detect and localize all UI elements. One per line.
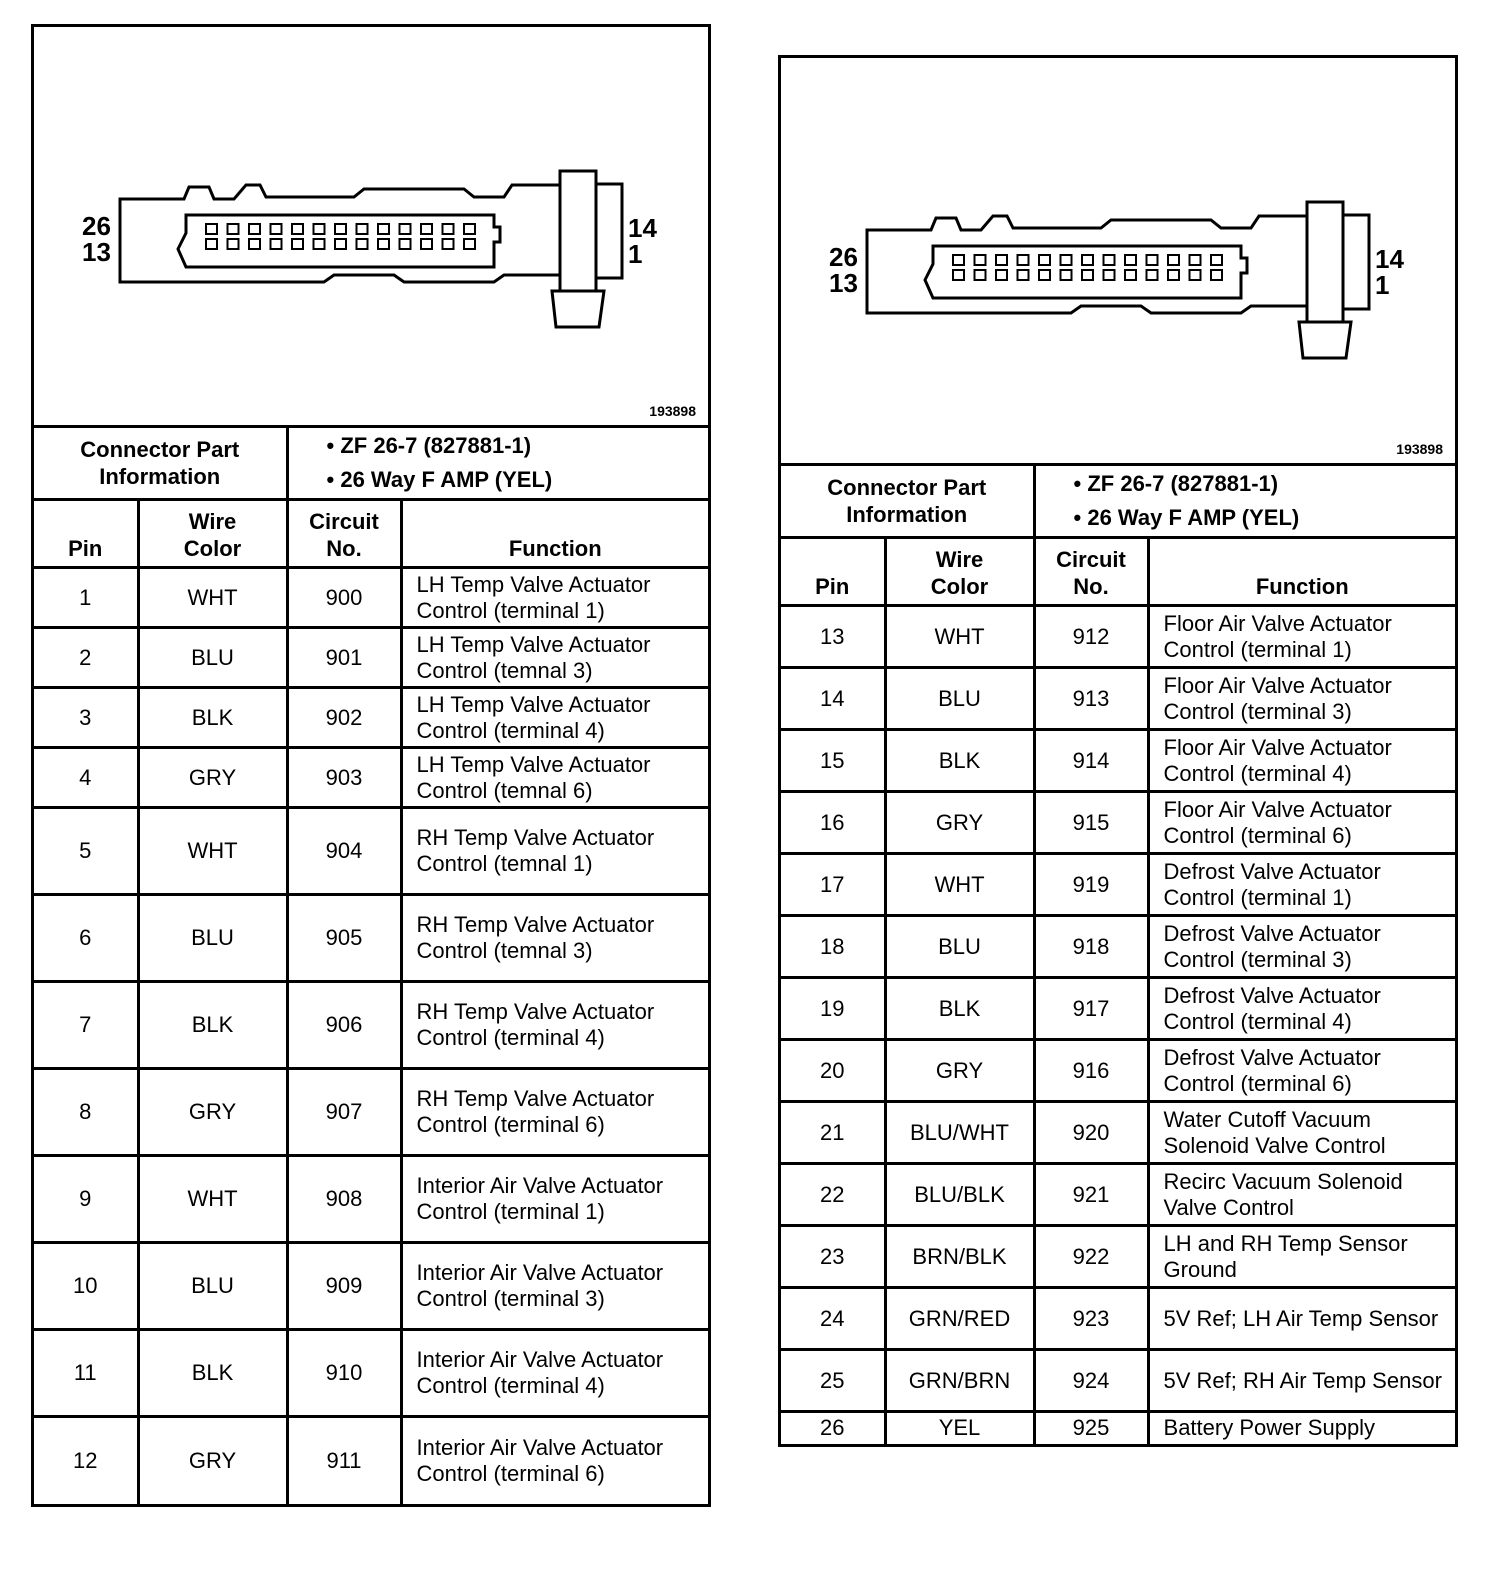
table-row (34, 808, 708, 895)
pin-cell: 26 (781, 1412, 885, 1444)
circuit-cell: 913 (1034, 668, 1148, 730)
function-cell: RH Temp Valve Actuator Control (temnal 3) (401, 895, 708, 982)
pin-cavity (1039, 270, 1050, 280)
pin-cavity (292, 224, 303, 234)
pin-cell: 8 (34, 1069, 138, 1156)
table-row (781, 606, 1455, 668)
circuit-cell: 921 (1034, 1164, 1148, 1226)
function-cell: LH Temp Valve Actuator Control (terminal 1) (401, 568, 708, 628)
pin-cavity (1104, 270, 1115, 280)
table-row (781, 668, 1455, 730)
table-row (34, 982, 708, 1069)
table-row (34, 628, 708, 688)
pin-cell: 10 (34, 1243, 138, 1330)
pin-cavity (249, 224, 260, 234)
circuit-cell: 906 (287, 982, 401, 1069)
pin-cell: 24 (781, 1288, 885, 1350)
circuit-cell: 903 (287, 748, 401, 808)
pin-cavity (996, 255, 1007, 265)
pin-cavity (206, 239, 217, 249)
pin-cell: 13 (781, 606, 885, 668)
pin-cavity (378, 224, 389, 234)
pin-cell: 17 (781, 854, 885, 916)
pin-cell: 12 (34, 1417, 138, 1504)
function-cell: LH Temp Valve Actuator Control (terminal 4) (401, 688, 708, 748)
pin-cell: 4 (34, 748, 138, 808)
connector-diagram (34, 27, 708, 428)
table-row (781, 730, 1455, 792)
wire-color-cell: BRN/BLK (885, 1226, 1034, 1288)
circuit-cell: 925 (1034, 1412, 1148, 1444)
table-row (781, 854, 1455, 916)
connector-panel-left (31, 24, 711, 1507)
pin-cavity (464, 224, 475, 234)
circuit-cell: 912 (1034, 606, 1148, 668)
label-26: 26 (829, 242, 858, 272)
connector-drawing (781, 58, 1455, 463)
function-cell: RH Temp Valve Actuator Control (terminal 6) (401, 1069, 708, 1156)
pin-cell: 15 (781, 730, 885, 792)
label-1: 1 (628, 239, 643, 269)
function-cell: RH Temp Valve Actuator Control (temnal 1) (401, 808, 708, 895)
pin-cavity (975, 255, 986, 265)
pin-cavity (335, 239, 346, 249)
wire-color-cell: BLU (138, 1243, 287, 1330)
pin-cavity (1211, 270, 1222, 280)
function-cell: Floor Air Valve Actuator Control (terminal 6) (1148, 792, 1455, 854)
wire-color-cell: GRY (138, 1069, 287, 1156)
wire-color-cell: BLU (885, 916, 1034, 978)
pin-cavity (1211, 255, 1222, 265)
table-row (781, 1102, 1455, 1164)
function-cell: Defrost Valve Actuator Control (terminal 4) (1148, 978, 1455, 1040)
pin-cell: 14 (781, 668, 885, 730)
wire-color-cell: GRY (138, 1417, 287, 1504)
wire-color-cell: GRN/BRN (885, 1350, 1034, 1412)
circuit-cell: 924 (1034, 1350, 1148, 1412)
table-row (34, 895, 708, 982)
label-13: 13 (82, 237, 111, 267)
pin-cavity (357, 224, 368, 234)
wire-color-cell: GRY (885, 1040, 1034, 1102)
function-cell: 5V Ref; RH Air Temp Sensor (1148, 1350, 1455, 1412)
wire-color-cell: BLU (138, 895, 287, 982)
pin-cavity (400, 224, 411, 234)
wire-color-cell: BLU (138, 628, 287, 688)
header-circuit: Circuit No. (287, 500, 401, 568)
figure-number: 193898 (649, 403, 696, 419)
table-row (781, 1288, 1455, 1350)
wire-color-cell: BLU/WHT (885, 1102, 1034, 1164)
wire-color-cell: BLK (138, 982, 287, 1069)
pin-cell: 7 (34, 982, 138, 1069)
circuit-cell: 923 (1034, 1288, 1148, 1350)
header-function: Function (401, 500, 708, 568)
pin-cavity (975, 270, 986, 280)
function-cell: Defrost Valve Actuator Control (terminal 3) (1148, 916, 1455, 978)
pin-cavity (357, 239, 368, 249)
circuit-cell: 908 (287, 1156, 401, 1243)
header-pin: Pin (34, 500, 138, 568)
table-row (34, 1330, 708, 1417)
pin-cavity (1168, 255, 1179, 265)
wire-color-cell: WHT (138, 1156, 287, 1243)
function-cell: LH Temp Valve Actuator Control (temnal 6) (401, 748, 708, 808)
circuit-cell: 922 (1034, 1226, 1148, 1288)
pin-cavity (335, 224, 346, 234)
table-row (781, 1412, 1455, 1444)
pin-cell: 2 (34, 628, 138, 688)
pin-cell: 3 (34, 688, 138, 748)
pin-cell: 21 (781, 1102, 885, 1164)
pin-cavity (228, 224, 239, 234)
pin-cavity (1061, 270, 1072, 280)
function-cell: 5V Ref; LH Air Temp Sensor (1148, 1288, 1455, 1350)
pin-cavity (953, 270, 964, 280)
pin-cell: 20 (781, 1040, 885, 1102)
pin-cavity (1104, 255, 1115, 265)
circuit-cell: 904 (287, 808, 401, 895)
wire-color-cell: GRY (138, 748, 287, 808)
pin-cavity (1018, 255, 1029, 265)
wire-color-cell: WHT (138, 568, 287, 628)
header-wire-color: Wire Color (138, 500, 287, 568)
wire-color-cell: BLU/BLK (885, 1164, 1034, 1226)
function-cell: Interior Air Valve Actuator Control (terminal 4) (401, 1330, 708, 1417)
header-row (781, 538, 1455, 606)
pin-cavity (996, 270, 1007, 280)
circuit-cell: 915 (1034, 792, 1148, 854)
circuit-cell: 920 (1034, 1102, 1148, 1164)
pin-cavity (271, 224, 282, 234)
table-row (781, 916, 1455, 978)
pin-cavity (1147, 255, 1158, 265)
circuit-cell: 919 (1034, 854, 1148, 916)
function-cell: Defrost Valve Actuator Control (terminal 1) (1148, 854, 1455, 916)
circuit-cell: 910 (287, 1330, 401, 1417)
pin-cavity (464, 239, 475, 249)
pin-cavity (1147, 270, 1158, 280)
wire-color-cell: WHT (138, 808, 287, 895)
wire-color-cell: WHT (885, 606, 1034, 668)
function-cell: Floor Air Valve Actuator Control (terminal 4) (1148, 730, 1455, 792)
wire-color-cell: BLU (885, 668, 1034, 730)
wire-color-cell: BLK (138, 1330, 287, 1417)
header-pin: Pin (781, 538, 885, 606)
pin-cell: 23 (781, 1226, 885, 1288)
circuit-cell: 905 (287, 895, 401, 982)
circuit-cell: 917 (1034, 978, 1148, 1040)
table-row (781, 1226, 1455, 1288)
pin-cavity (400, 239, 411, 249)
pin-cavity (206, 224, 217, 234)
circuit-cell: 902 (287, 688, 401, 748)
function-cell: Defrost Valve Actuator Control (terminal 6) (1148, 1040, 1455, 1102)
pinout-table-left (34, 428, 708, 1504)
pin-cell: 6 (34, 895, 138, 982)
connector-info-label: Connector Part Information (781, 466, 1034, 538)
table-row (34, 1156, 708, 1243)
table-row (34, 1417, 708, 1504)
pin-cell: 25 (781, 1350, 885, 1412)
connector-info-values: • ZF 26-7 (827881-1) • 26 Way F AMP (YEL) (287, 428, 708, 500)
pin-cavity (1039, 255, 1050, 265)
function-cell: Floor Air Valve Actuator Control (terminal 1) (1148, 606, 1455, 668)
circuit-cell: 901 (287, 628, 401, 688)
table-row (34, 688, 708, 748)
connector-diagram (781, 58, 1455, 466)
label-14: 14 (628, 213, 657, 243)
figure-number: 193898 (1396, 441, 1443, 457)
wire-color-cell: GRY (885, 792, 1034, 854)
pin-cavity (1190, 270, 1201, 280)
function-cell: LH Temp Valve Actuator Control (temnal 3) (401, 628, 708, 688)
pin-cavity (953, 255, 964, 265)
wire-color-cell: GRN/RED (885, 1288, 1034, 1350)
pin-cell: 19 (781, 978, 885, 1040)
wire-color-cell: BLK (885, 730, 1034, 792)
pin-cavity (421, 239, 432, 249)
function-cell: Interior Air Valve Actuator Control (terminal 1) (401, 1156, 708, 1243)
pin-cell: 16 (781, 792, 885, 854)
circuit-cell: 916 (1034, 1040, 1148, 1102)
pin-cavity (443, 224, 454, 234)
pin-cell: 1 (34, 568, 138, 628)
wire-color-cell: YEL (885, 1412, 1034, 1444)
pinout-table-right (781, 466, 1455, 1444)
connector-info-row (781, 466, 1455, 538)
pin-cell: 9 (34, 1156, 138, 1243)
function-cell: Water Cutoff Vacuum Solenoid Valve Control (1148, 1102, 1455, 1164)
pin-cavity (1125, 270, 1136, 280)
pin-cavity (443, 239, 454, 249)
table-row (34, 748, 708, 808)
connector-info-values: • ZF 26-7 (827881-1) • 26 Way F AMP (YEL) (1034, 466, 1455, 538)
pin-cavity (1168, 270, 1179, 280)
pin-cavity (421, 224, 432, 234)
pin-cavity (314, 239, 325, 249)
pin-cell: 22 (781, 1164, 885, 1226)
pin-cavity (292, 239, 303, 249)
circuit-cell: 907 (287, 1069, 401, 1156)
function-cell: Interior Air Valve Actuator Control (terminal 6) (401, 1417, 708, 1504)
pin-cell: 11 (34, 1330, 138, 1417)
label-14: 14 (1375, 244, 1404, 274)
table-row (781, 1350, 1455, 1412)
pin-cavity (1082, 255, 1093, 265)
pin-cavity (1061, 255, 1072, 265)
wire-color-cell: WHT (885, 854, 1034, 916)
header-function: Function (1148, 538, 1455, 606)
table-row (34, 1069, 708, 1156)
wire-color-cell: BLK (885, 978, 1034, 1040)
connector-drawing (34, 27, 708, 425)
connector-info-label: Connector Part Information (34, 428, 287, 500)
connector-info-row (34, 428, 708, 500)
pin-cavity (228, 239, 239, 249)
pin-cavity (1082, 270, 1093, 280)
function-cell: RH Temp Valve Actuator Control (terminal 4) (401, 982, 708, 1069)
circuit-cell: 909 (287, 1243, 401, 1330)
header-wire-color: Wire Color (885, 538, 1034, 606)
pin-cavity (1190, 255, 1201, 265)
table-row (781, 978, 1455, 1040)
pin-cavity (1018, 270, 1029, 280)
label-1: 1 (1375, 270, 1390, 300)
function-cell: Floor Air Valve Actuator Control (terminal 3) (1148, 668, 1455, 730)
table-row (34, 568, 708, 628)
function-cell: Recirc Vacuum Solenoid Valve Control (1148, 1164, 1455, 1226)
pin-cell: 5 (34, 808, 138, 895)
pin-cavity (378, 239, 389, 249)
pin-cavity (271, 239, 282, 249)
circuit-cell: 911 (287, 1417, 401, 1504)
function-cell: Battery Power Supply (1148, 1412, 1455, 1444)
table-row (781, 792, 1455, 854)
pin-cavity (249, 239, 260, 249)
function-cell: LH and RH Temp Sensor Ground (1148, 1226, 1455, 1288)
table-row (781, 1164, 1455, 1226)
label-13: 13 (829, 268, 858, 298)
pin-cavity (314, 224, 325, 234)
table-row (34, 1243, 708, 1330)
label-26: 26 (82, 211, 111, 241)
table-row (781, 1040, 1455, 1102)
header-row (34, 500, 708, 568)
pin-cell: 18 (781, 916, 885, 978)
circuit-cell: 914 (1034, 730, 1148, 792)
wire-color-cell: BLK (138, 688, 287, 748)
pin-cavity (1125, 255, 1136, 265)
circuit-cell: 900 (287, 568, 401, 628)
header-circuit: Circuit No. (1034, 538, 1148, 606)
connector-panel-right (778, 55, 1458, 1447)
function-cell: Interior Air Valve Actuator Control (terminal 3) (401, 1243, 708, 1330)
circuit-cell: 918 (1034, 916, 1148, 978)
